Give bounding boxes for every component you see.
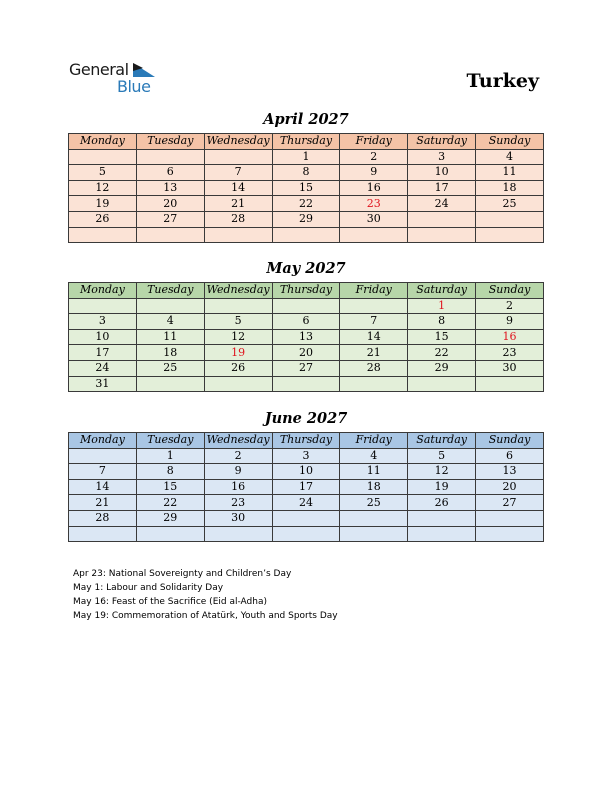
holiday-item: May 19: Commemoration of Atatürk, Youth and Sports Day: [73, 611, 338, 621]
day-cell: 2: [340, 149, 408, 165]
week-row: [69, 227, 544, 243]
day-cell: 10: [272, 464, 340, 480]
empty-day-cell: [204, 526, 272, 542]
day-cell: 25: [476, 196, 544, 212]
empty-day-cell: [408, 376, 476, 392]
month-title-april: April 2027: [263, 111, 349, 128]
week-row: [69, 314, 544, 330]
day-cell: 2: [476, 298, 544, 314]
empty-day-cell: [272, 376, 340, 392]
month-title-may: May 2027: [266, 260, 346, 277]
holiday-item: May 1: Labour and Solidarity Day: [73, 583, 224, 593]
generalblue-logo: [69, 60, 169, 96]
empty-day-cell: [204, 149, 272, 165]
calendar-april: [68, 133, 544, 243]
day-cell: 31: [69, 376, 137, 392]
empty-day-cell: [340, 376, 408, 392]
weekday-header: Tuesday: [136, 433, 204, 449]
day-cell: 9: [204, 464, 272, 480]
day-cell: 15: [408, 329, 476, 345]
day-cell: 10: [408, 165, 476, 181]
day-cell: 9: [340, 165, 408, 181]
empty-day-cell: [476, 227, 544, 243]
empty-day-cell: [204, 298, 272, 314]
week-row: [69, 329, 544, 345]
empty-day-cell: [69, 526, 137, 542]
weekday-header-row: [69, 433, 544, 449]
day-cell: 13: [136, 180, 204, 196]
day-cell: 14: [204, 180, 272, 196]
empty-day-cell: [272, 298, 340, 314]
day-cell: 27: [476, 495, 544, 511]
empty-day-cell: [136, 149, 204, 165]
empty-day-cell: [272, 510, 340, 526]
week-row: [69, 479, 544, 495]
day-cell: 7: [340, 314, 408, 330]
logo-blue-text: Blue: [117, 77, 151, 96]
holiday-list: [73, 567, 338, 623]
day-cell: 5: [204, 314, 272, 330]
week-row: [69, 211, 544, 227]
day-cell: 12: [204, 329, 272, 345]
weekday-header: Saturday: [408, 283, 476, 299]
holiday-day-cell: 1: [408, 298, 476, 314]
empty-day-cell: [272, 526, 340, 542]
day-cell: 22: [272, 196, 340, 212]
day-cell: 26: [69, 211, 137, 227]
week-row: [69, 149, 544, 165]
week-row: [69, 345, 544, 361]
day-cell: 30: [476, 360, 544, 376]
day-cell: 18: [340, 479, 408, 495]
day-cell: 28: [204, 211, 272, 227]
day-cell: 12: [408, 464, 476, 480]
empty-day-cell: [476, 376, 544, 392]
week-row: [69, 360, 544, 376]
empty-day-cell: [136, 526, 204, 542]
empty-day-cell: [340, 526, 408, 542]
day-cell: 15: [272, 180, 340, 196]
day-cell: 28: [340, 360, 408, 376]
weekday-header: Sunday: [476, 433, 544, 449]
empty-day-cell: [340, 298, 408, 314]
day-cell: 25: [136, 360, 204, 376]
day-cell: 29: [272, 211, 340, 227]
day-cell: 16: [340, 180, 408, 196]
weekday-header: Friday: [340, 433, 408, 449]
week-row: [69, 526, 544, 542]
day-cell: 6: [136, 165, 204, 181]
day-cell: 2: [204, 448, 272, 464]
empty-day-cell: [272, 227, 340, 243]
logo-flag-icon: [133, 63, 155, 77]
weekday-header-row: [69, 283, 544, 299]
day-cell: 17: [408, 180, 476, 196]
day-cell: 14: [340, 329, 408, 345]
day-cell: 21: [204, 196, 272, 212]
day-cell: 30: [204, 510, 272, 526]
empty-day-cell: [69, 149, 137, 165]
day-cell: 1: [136, 448, 204, 464]
weekday-header: Sunday: [476, 283, 544, 299]
day-cell: 20: [136, 196, 204, 212]
day-cell: 14: [69, 479, 137, 495]
empty-day-cell: [408, 526, 476, 542]
weekday-header: Monday: [69, 134, 137, 150]
empty-day-cell: [340, 510, 408, 526]
calendar-june: [68, 432, 544, 542]
empty-day-cell: [408, 211, 476, 227]
day-cell: 24: [272, 495, 340, 511]
empty-day-cell: [136, 298, 204, 314]
day-cell: 8: [272, 165, 340, 181]
day-cell: 5: [408, 448, 476, 464]
day-cell: 8: [408, 314, 476, 330]
empty-day-cell: [476, 211, 544, 227]
weekday-header: Friday: [340, 134, 408, 150]
day-cell: 29: [408, 360, 476, 376]
day-cell: 28: [69, 510, 137, 526]
logo-general-text: General: [69, 60, 129, 79]
empty-day-cell: [476, 526, 544, 542]
week-row: [69, 298, 544, 314]
empty-day-cell: [204, 376, 272, 392]
holiday-day-cell: 16: [476, 329, 544, 345]
day-cell: 13: [272, 329, 340, 345]
day-cell: 3: [69, 314, 137, 330]
day-cell: 4: [136, 314, 204, 330]
day-cell: 12: [69, 180, 137, 196]
week-row: [69, 165, 544, 181]
weekday-header-row: [69, 134, 544, 150]
day-cell: 20: [272, 345, 340, 361]
day-cell: 26: [408, 495, 476, 511]
day-cell: 3: [272, 448, 340, 464]
empty-day-cell: [204, 227, 272, 243]
weekday-header: Monday: [69, 433, 137, 449]
day-cell: 20: [476, 479, 544, 495]
day-cell: 6: [476, 448, 544, 464]
day-cell: 18: [136, 345, 204, 361]
day-cell: 3: [408, 149, 476, 165]
weekday-header: Saturday: [408, 134, 476, 150]
day-cell: 25: [340, 495, 408, 511]
day-cell: 10: [69, 329, 137, 345]
weekday-header: Wednesday: [204, 283, 272, 299]
weekday-header: Thursday: [272, 433, 340, 449]
week-row: [69, 196, 544, 212]
day-cell: 27: [136, 211, 204, 227]
day-cell: 7: [204, 165, 272, 181]
day-cell: 7: [69, 464, 137, 480]
day-cell: 4: [476, 149, 544, 165]
holiday-day-cell: 23: [340, 196, 408, 212]
weekday-header: Tuesday: [136, 283, 204, 299]
day-cell: 27: [272, 360, 340, 376]
day-cell: 22: [408, 345, 476, 361]
calendar-may: [68, 282, 544, 392]
day-cell: 13: [476, 464, 544, 480]
day-cell: 22: [136, 495, 204, 511]
empty-day-cell: [476, 510, 544, 526]
week-row: [69, 495, 544, 511]
day-cell: 5: [69, 165, 137, 181]
day-cell: 29: [136, 510, 204, 526]
day-cell: 18: [476, 180, 544, 196]
holiday-item: May 16: Feast of the Sacrifice (Eid al-Adha): [73, 597, 267, 607]
empty-day-cell: [136, 376, 204, 392]
weekday-header: Thursday: [272, 283, 340, 299]
country-title: Turkey: [466, 70, 539, 92]
day-cell: 19: [408, 479, 476, 495]
holiday-item: Apr 23: National Sovereignty and Children’s Day: [73, 569, 292, 579]
weekday-header: Monday: [69, 283, 137, 299]
day-cell: 8: [136, 464, 204, 480]
day-cell: 17: [69, 345, 137, 361]
day-cell: 26: [204, 360, 272, 376]
day-cell: 11: [136, 329, 204, 345]
day-cell: 15: [136, 479, 204, 495]
weekday-header: Friday: [340, 283, 408, 299]
day-cell: 19: [69, 196, 137, 212]
weekday-header: Thursday: [272, 134, 340, 150]
day-cell: 16: [204, 479, 272, 495]
weekday-header: Wednesday: [204, 134, 272, 150]
day-cell: 4: [340, 448, 408, 464]
day-cell: 9: [476, 314, 544, 330]
day-cell: 24: [69, 360, 137, 376]
weekday-header: Sunday: [476, 134, 544, 150]
day-cell: 21: [69, 495, 137, 511]
day-cell: 30: [340, 211, 408, 227]
empty-day-cell: [340, 227, 408, 243]
weekday-header: Wednesday: [204, 433, 272, 449]
day-cell: 1: [272, 149, 340, 165]
day-cell: 21: [340, 345, 408, 361]
empty-day-cell: [69, 227, 137, 243]
empty-day-cell: [69, 298, 137, 314]
day-cell: 6: [272, 314, 340, 330]
weekday-header: Saturday: [408, 433, 476, 449]
weekday-header: Tuesday: [136, 134, 204, 150]
day-cell: 17: [272, 479, 340, 495]
day-cell: 11: [476, 165, 544, 181]
day-cell: 24: [408, 196, 476, 212]
day-cell: 23: [204, 495, 272, 511]
empty-day-cell: [408, 227, 476, 243]
day-cell: 11: [340, 464, 408, 480]
empty-day-cell: [136, 227, 204, 243]
week-row: [69, 180, 544, 196]
week-row: [69, 464, 544, 480]
month-title-june: June 2027: [264, 410, 348, 427]
week-row: [69, 376, 544, 392]
week-row: [69, 510, 544, 526]
holiday-day-cell: 19: [204, 345, 272, 361]
empty-day-cell: [69, 448, 137, 464]
day-cell: 23: [476, 345, 544, 361]
empty-day-cell: [408, 510, 476, 526]
week-row: [69, 448, 544, 464]
